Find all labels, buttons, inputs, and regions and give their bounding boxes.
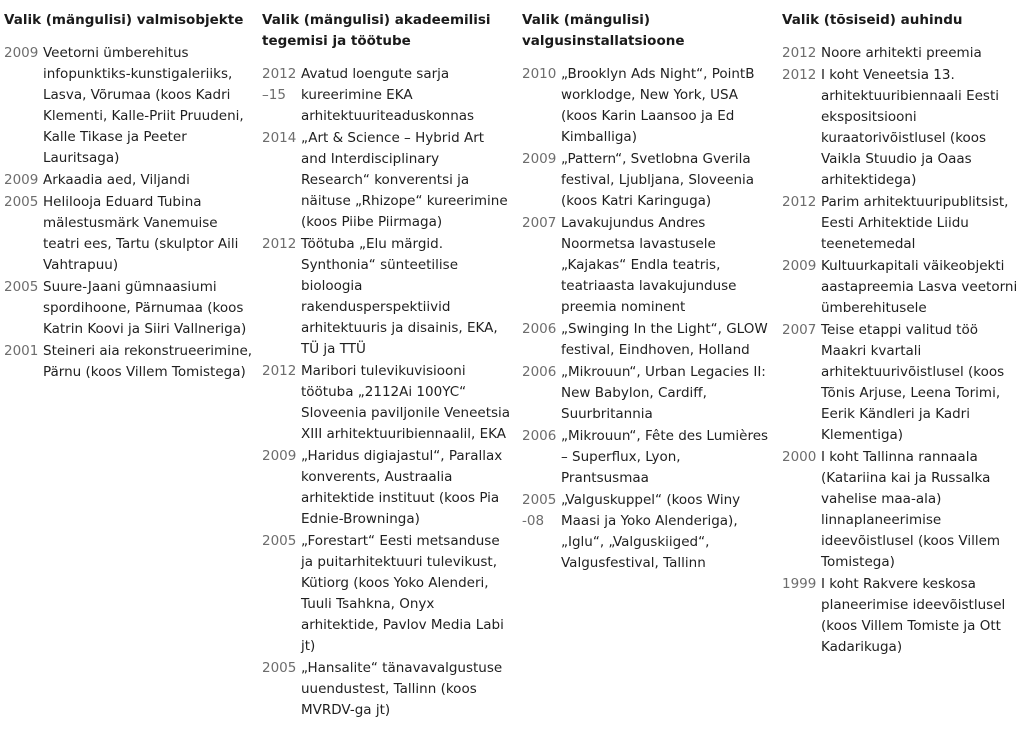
column-title: Valik (mängulisi) akadeemilisi tegemisi ja töötube — [262, 12, 491, 49]
entry-text: Arkaadia aed, Viljandi — [43, 172, 190, 188]
entry-text: „Mikrouun“, Urban Legacies II: New Babylon, Cardiff, Suurbritannia — [561, 364, 766, 422]
entry-text: Kultuurkapitali väikeobjekti aastapreemia Lasva veetorni ümberehitusele — [821, 258, 1018, 316]
entry-year: 2009 — [262, 448, 297, 464]
entry-text: „Mikrouun“, Fête des Lumières – Superflux, Lyon, Prantsusmaa — [561, 428, 769, 486]
entry-text: Teise etappi valitud töö Maakri kvartali arhitektuurivõistlusel (koos Tõnis Arjuse, Leena Torimi, Eerik Kändleri ja Kadri Klementiga) — [821, 322, 1005, 443]
list-item — [782, 43, 1022, 64]
entry-text: Veetorni ümberehitus infopunktiks-kunstigaleriiks, Lasva, Võrumaa (koos Kadri Klementi, Kalle-Priit Pruudeni, Kalle Tikase ja Peeter Lauritsaga) — [43, 45, 244, 166]
entry-text: „Brooklyn Ads Night“, PointB worklodge, New York, USA (koos Karin Laansoo ja Ed Kimballiga) — [561, 66, 755, 145]
column-title: Valik (mängulisi) valmisobjekte — [4, 12, 244, 28]
entry-year: 2005 -08 — [522, 492, 557, 529]
list-item — [262, 128, 512, 233]
entry-text: I koht Tallinna rannaala (Katariina kai ja Russalka vahelise maa-ala) linnaplaneerimise ideevõistlusel (koos Villem Tomistega) — [821, 449, 1001, 570]
column-light-installations — [522, 10, 772, 575]
list-item — [4, 170, 254, 191]
entry-year: 2007 — [782, 322, 817, 338]
entry-year: 2006 — [522, 428, 557, 444]
entry-text: Helilooja Eduard Tubina mälestusmärk Vanemuise teatri ees, Tartu (skulptor Aili Vahtrapuu) — [43, 194, 239, 273]
entry-year: 2009 — [4, 45, 39, 61]
list-item — [782, 447, 1022, 573]
column-academic-workshops — [262, 10, 512, 722]
entry-text: Suure-Jaani gümnaasiumi spordihoone, Pärnumaa (koos Katrin Koovi ja Siiri Vallneriga) — [43, 279, 247, 337]
column-finished-objects — [4, 10, 254, 384]
entry-year: 2010 — [522, 66, 557, 82]
list-item — [262, 361, 512, 445]
list-item — [522, 149, 772, 212]
entry-text: „Hansalite“ tänavavalgustuse uuendustest, Tallinn (koos MVRDV-ga jt) — [301, 660, 503, 718]
entry-year: 2012 –15 — [262, 66, 297, 103]
entry-year: 2005 — [262, 660, 297, 676]
entry-text: „Forestart“ Eesti metsanduse ja puitarhitektuuri tulevikust, Kütiorg (koos Yoko Alenderi, Tuuli Tsahkna, Onyx arhitektide, Pavlov Media Labi jt) — [301, 533, 504, 654]
list-item — [262, 64, 512, 127]
entry-year: 2009 — [522, 151, 557, 167]
entry-list — [262, 64, 512, 721]
list-item — [4, 341, 254, 383]
entry-year: 2012 — [262, 363, 297, 379]
list-item — [522, 426, 772, 489]
list-item — [522, 490, 772, 574]
list-item — [262, 658, 512, 721]
entry-list — [522, 64, 772, 574]
list-item — [782, 574, 1022, 658]
entry-year: 2012 — [782, 45, 817, 61]
list-item — [262, 531, 512, 657]
list-item — [522, 362, 772, 425]
entry-text: Lavakujundus Andres Noormetsa lavastusele „Kajakas“ Endla teatris, teatriaasta lavakujunduse preemia nominent — [561, 215, 737, 315]
list-item — [262, 446, 512, 530]
list-item — [782, 65, 1022, 191]
list-item — [782, 256, 1022, 319]
list-item — [4, 43, 254, 169]
entry-text: „Swinging In the Light“, GLOW festival, Eindhoven, Holland — [561, 321, 768, 358]
column-title: Valik (mängulisi) valgusinstallatsioone — [522, 12, 685, 49]
list-item — [782, 320, 1022, 446]
entry-year: 2001 — [4, 343, 39, 359]
entry-text: I koht Veneetsia 13. arhitektuuribiennaali Eesti ekspositsiooni kuraatorivõistlusel (koos Vaikla Stuudio ja Oaas arhitektidega) — [821, 67, 1000, 188]
entry-list — [782, 43, 1022, 658]
entry-year: 2012 — [782, 67, 817, 83]
entry-year: 2006 — [522, 321, 557, 337]
entry-year: 2005 — [4, 279, 39, 295]
entry-year: 2007 — [522, 215, 557, 231]
entry-year: 2012 — [262, 236, 297, 252]
entry-list — [4, 43, 254, 383]
list-item — [4, 192, 254, 276]
entry-text: I koht Rakvere keskosa planeerimise ideevõistlusel (koos Villem Tomiste ja Ott Kadarikuga) — [821, 576, 1006, 655]
entry-year: 2005 — [262, 533, 297, 549]
entry-year: 2014 — [262, 130, 297, 146]
list-item — [262, 234, 512, 360]
list-item — [522, 64, 772, 148]
list-item — [782, 192, 1022, 255]
entry-year: 2000 — [782, 449, 817, 465]
list-item — [522, 319, 772, 361]
column-awards — [782, 10, 1022, 659]
entry-text: „Haridus digiajastul“, Parallax konverents, Austraalia arhitektide instituut (koos Pia Ednie-Browninga) — [301, 448, 503, 527]
column-title: Valik (tõsiseid) auhindu — [782, 12, 963, 28]
entry-year: 2005 — [4, 194, 39, 210]
entry-text: Parim arhitektuuripublitsist, Eesti Arhitektide Liidu teenetemedal — [821, 194, 1009, 252]
entry-text: „Valguskuppel“ (koos Winy Maasi ja Yoko Alenderiga), „Iglu“, „Valguskiiged“, Valgusfestival, Tallinn — [561, 492, 741, 571]
entry-year: 2009 — [4, 172, 39, 188]
entry-year: 1999 — [782, 576, 817, 592]
list-item — [4, 277, 254, 340]
entry-year: 2009 — [782, 258, 817, 274]
entry-text: Avatud loengute sarja kureerimine EKA arhitektuuriteaduskonnas — [301, 66, 475, 124]
entry-text: Noore arhitekti preemia — [821, 45, 982, 61]
list-item — [522, 213, 772, 318]
entry-year: 2012 — [782, 194, 817, 210]
entry-text: Maribori tulevikuvisiooni töötuba „2112Ai 100YC“ Sloveenia paviljonile Veneetsia XIII arhitektuuribiennaalil, EKA — [301, 363, 511, 442]
entry-text: „Art & Science – Hybrid Art and Interdisciplinary Research“ konverentsi ja näituse „Rhizope“ kureerimine (koos Piibe Piirmaga) — [301, 130, 508, 230]
entry-text: „Pattern“, Svetlobna Gverila festival, Ljubljana, Sloveenia (koos Katri Karinguga) — [561, 151, 755, 209]
entry-text: Steineri aia rekonstrueerimine, Pärnu (koos Villem Tomistega) — [43, 343, 253, 380]
entry-year: 2006 — [522, 364, 557, 380]
entry-text: Töötuba „Elu märgid. Synthonia“ sünteetilise bioloogia rakendusperspektiivid arhitektuuris ja disainis, EKA, TÜ ja TTÜ — [301, 236, 498, 357]
